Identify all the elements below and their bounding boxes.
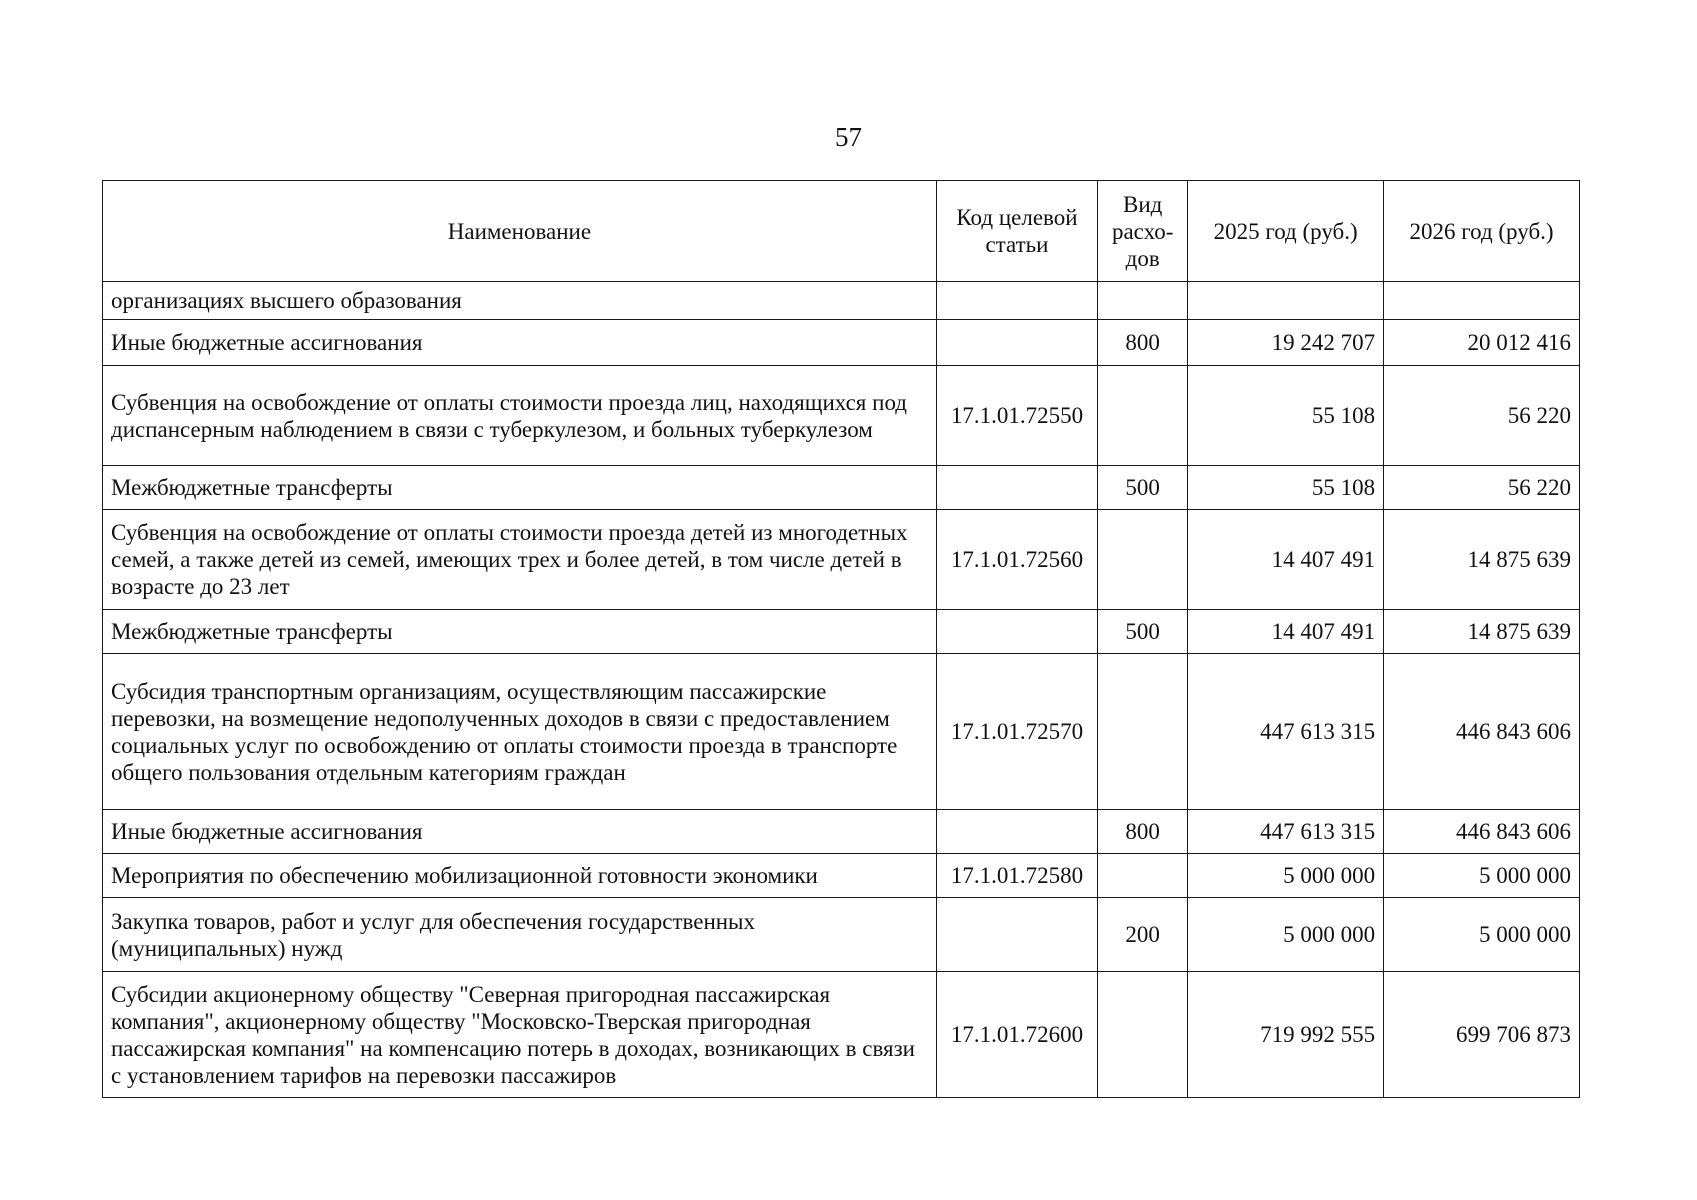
row-type [1098, 654, 1188, 810]
row-name: Закупка товаров, работ и услуг для обеспечения государственных (муниципальных) нужд [103, 898, 937, 972]
row-code: 17.1.01.72550 [936, 366, 1097, 466]
row-code [936, 282, 1097, 320]
row-name: Мероприятия по обеспечению мобилизационной готовности экономики [103, 854, 937, 898]
header-row [103, 181, 1580, 282]
table-row [103, 898, 1580, 972]
table-row [103, 366, 1580, 466]
row-code: 17.1.01.72580 [936, 854, 1097, 898]
table-row [103, 510, 1580, 610]
row-code [936, 466, 1097, 510]
row-name: Субвенция на освобождение от оплаты стоимости проезда лиц, находящихся под диспансерным наблюдением в связи с туберкулезом, и больных туберкулезом [103, 366, 937, 466]
row-2025: 719 992 555 [1188, 972, 1384, 1098]
row-type [1098, 282, 1188, 320]
row-name: Иные бюджетные ассигнования [103, 320, 937, 366]
row-name: Межбюджетные трансферты [103, 610, 937, 654]
row-2026: 446 843 606 [1384, 810, 1580, 854]
header-name: Наименование [103, 181, 937, 282]
row-2025: 5 000 000 [1188, 854, 1384, 898]
row-2025: 55 108 [1188, 466, 1384, 510]
row-type: 200 [1098, 898, 1188, 972]
table-row [103, 466, 1580, 510]
row-2025: 5 000 000 [1188, 898, 1384, 972]
table-row [103, 810, 1580, 854]
row-2026: 56 220 [1384, 466, 1580, 510]
header-type: Вид расхо-дов [1098, 181, 1188, 282]
row-2025 [1188, 282, 1384, 320]
row-code: 17.1.01.72560 [936, 510, 1097, 610]
table-row [103, 610, 1580, 654]
row-name: Субвенция на освобождение от оплаты стоимости проезда детей из многодетных семей, а также детей из семей, имеющих трех и более детей, в том числе детей в возрасте до 23 лет [103, 510, 937, 610]
table-row [103, 320, 1580, 366]
page-number: 57 [835, 122, 862, 152]
row-2026: 5 000 000 [1384, 898, 1580, 972]
row-2025: 447 613 315 [1188, 654, 1384, 810]
table-row [103, 972, 1580, 1098]
row-type: 500 [1098, 610, 1188, 654]
row-2025: 447 613 315 [1188, 810, 1384, 854]
row-name: организациях высшего образования [103, 282, 937, 320]
header-code: Код целевой статьи [936, 181, 1097, 282]
table-row [103, 654, 1580, 810]
row-2025: 14 407 491 [1188, 510, 1384, 610]
row-code [936, 610, 1097, 654]
row-name: Межбюджетные трансферты [103, 466, 937, 510]
row-2026: 14 875 639 [1384, 510, 1580, 610]
row-type [1098, 972, 1188, 1098]
row-2025: 14 407 491 [1188, 610, 1384, 654]
row-2026: 446 843 606 [1384, 654, 1580, 810]
row-name: Субсидии акционерному обществу "Северная пригородная пассажирская компания", акционерному обществу "Московско-Тверская пригородная пассажирская компания" на компенсацию потерь в доходах, возникающих в связи с установлением тарифов на перевозки пассажиров [103, 972, 937, 1098]
table-row [103, 282, 1580, 320]
row-2026: 56 220 [1384, 366, 1580, 466]
row-2026: 20 012 416 [1384, 320, 1580, 366]
row-type [1098, 854, 1188, 898]
row-2025: 55 108 [1188, 366, 1384, 466]
row-2025: 19 242 707 [1188, 320, 1384, 366]
row-type: 800 [1098, 320, 1188, 366]
row-2026: 5 000 000 [1384, 854, 1580, 898]
budget-table [102, 180, 1580, 1098]
row-name: Субсидия транспортным организациям, осуществляющим пассажирские перевозки, на возмещение недополученных доходов в связи с предоставлением социальных услуг по освобождению от оплаты стоимости проезда в транспорте общего пользования отдельным категориям граждан [103, 654, 937, 810]
row-type [1098, 510, 1188, 610]
table-row [103, 854, 1580, 898]
row-code [936, 320, 1097, 366]
row-2026 [1384, 282, 1580, 320]
row-name: Иные бюджетные ассигнования [103, 810, 937, 854]
header-2026: 2026 год (руб.) [1384, 181, 1580, 282]
row-type: 800 [1098, 810, 1188, 854]
row-type [1098, 366, 1188, 466]
row-code: 17.1.01.72570 [936, 654, 1097, 810]
row-2026: 699 706 873 [1384, 972, 1580, 1098]
row-code [936, 810, 1097, 854]
table-body [103, 282, 1580, 1098]
row-2026: 14 875 639 [1384, 610, 1580, 654]
row-type: 500 [1098, 466, 1188, 510]
row-code [936, 898, 1097, 972]
table-header [103, 181, 1580, 282]
row-code: 17.1.01.72600 [936, 972, 1097, 1098]
header-2025: 2025 год (руб.) [1188, 181, 1384, 282]
